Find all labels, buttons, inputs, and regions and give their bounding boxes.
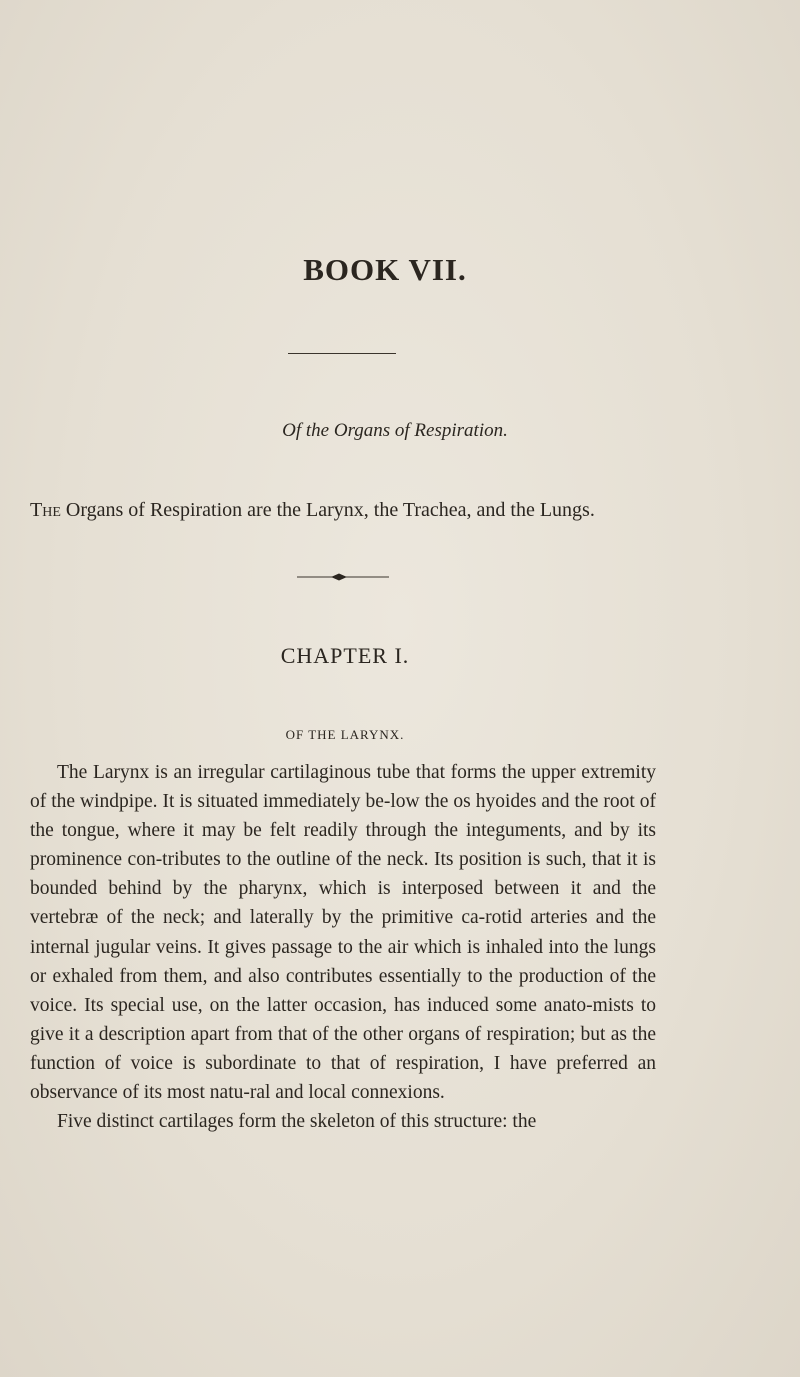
body-paragraph: The Larynx is an irregular cartilaginous tube that forms the upper extremity of the windpipe. It is situated immediately be-low the os hyoides and the root of the tongue, where it may be felt readily through the integuments, and by its prominence con-tributes to the outline of the neck. Its position is such, that it is bounded behind by the pharynx, which is interposed between it and the vertebræ of the neck; and laterally by the primitive ca-rotid arteries and the internal jugular veins. It gives passage to the air which is inhaled into the lungs or exhaled from them, and also contributes essentially to the production of the voice. Its special use, on the latter occasion, has induced some anato-mists to give it a description apart from that of the other organs of respiration; but as the function of voice is subordinate to that of respiration, I have preferred an observance of its most natu-ral and local connexions. bbox=[30, 762, 656, 1104]
book-title: BOOK VII. bbox=[303, 252, 467, 287]
intro-lead-word: The bbox=[30, 499, 61, 521]
body-paragraph: Five distinct cartilages form the skeleton of this structure: the bbox=[57, 1111, 537, 1133]
ornament-divider-icon bbox=[297, 572, 389, 582]
chapter-title: CHAPTER I. bbox=[280, 643, 410, 668]
chapter-subtitle: OF THE LARYNX. bbox=[285, 727, 405, 742]
section-subtitle: Of the Organs of Respiration. bbox=[282, 420, 508, 441]
title-rule bbox=[288, 353, 396, 354]
intro-text: Organs of Respiration are the Larynx, the Trachea, and the Lungs. bbox=[60, 499, 595, 521]
body-text bbox=[30, 758, 656, 1136]
intro-paragraph bbox=[30, 494, 660, 526]
